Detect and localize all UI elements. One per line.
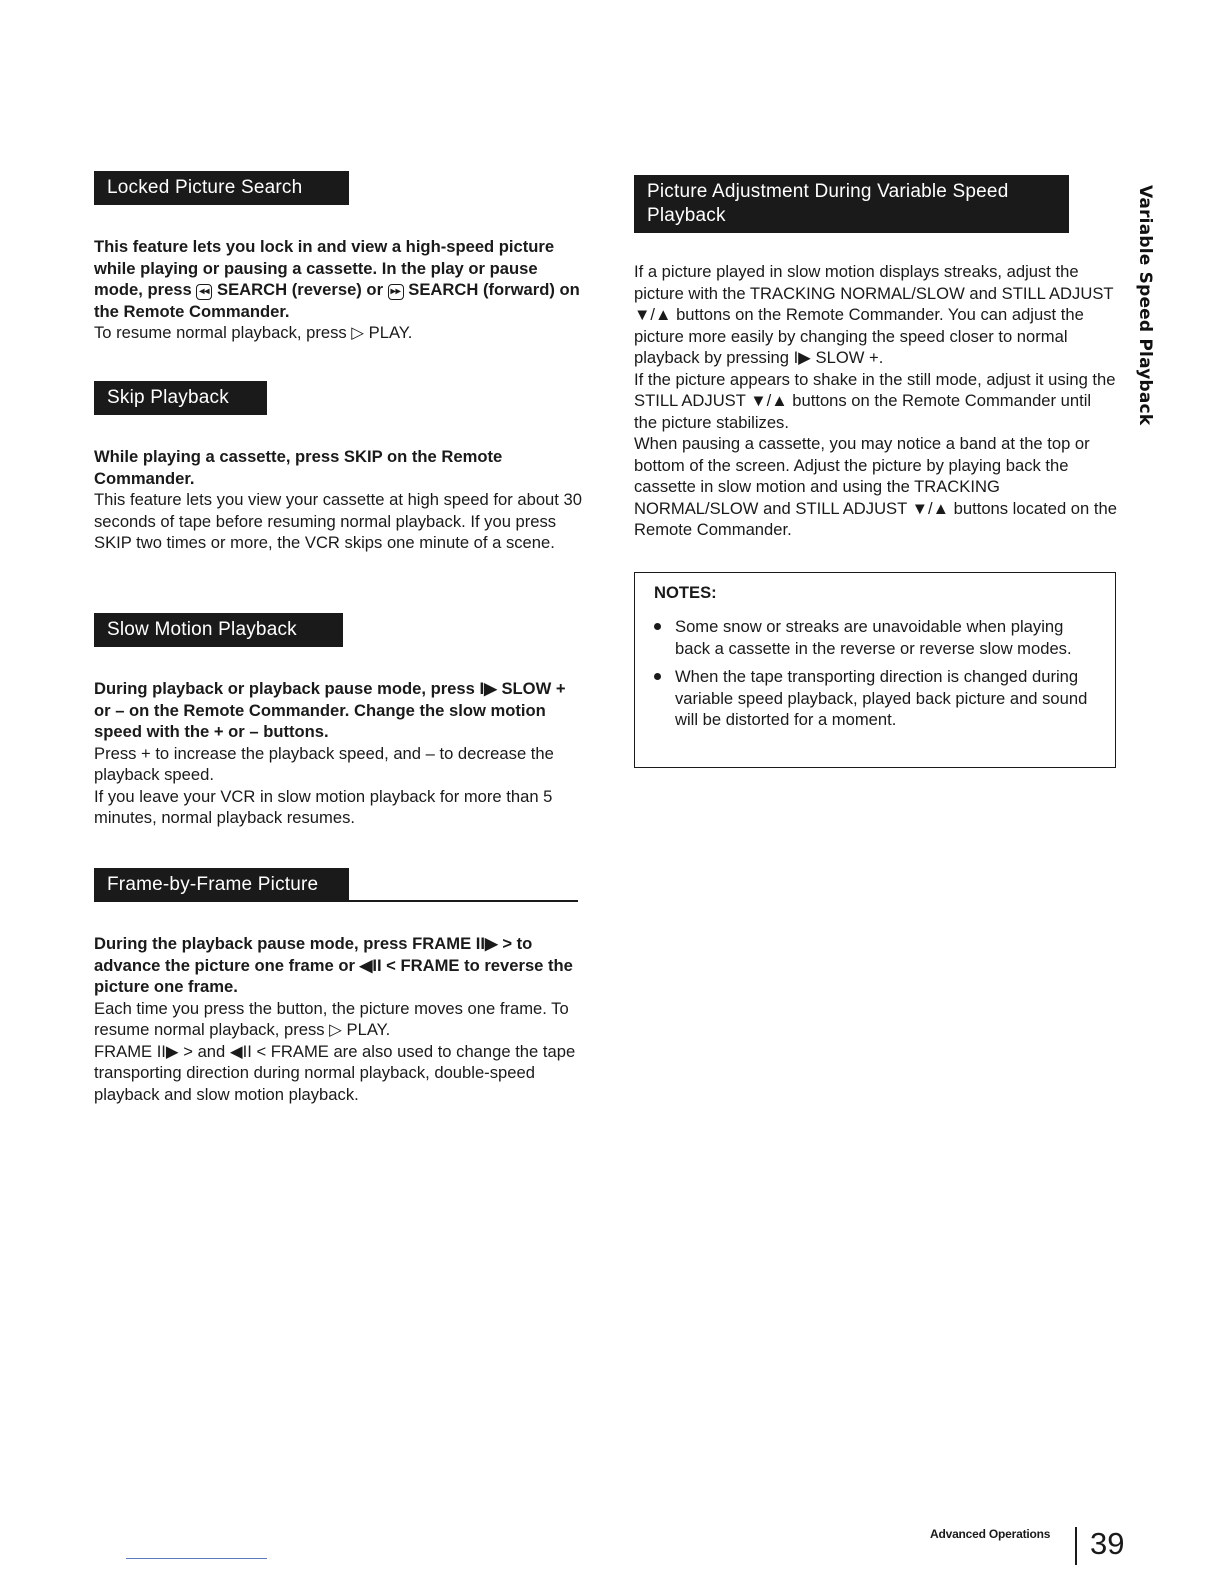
- list-item: When the tape transporting direction is changed during variable speed playback, played back picture and sound will be distorted for a moment.: [654, 666, 1097, 731]
- section-heading: Locked Picture Search: [94, 171, 349, 205]
- section-body: If a picture played in slow motion displays streaks, adjust the picture with the TRACKING NORMAL/SLOW and STILL ADJUST ▼/▲ buttons on the Remote Commander. You can adjust the picture more easily by changing the speed closer to normal playback by pressing I▶ SLOW +.: [634, 262, 1114, 367]
- section-lead: While playing a cassette, press SKIP on the Remote Commander.: [94, 447, 503, 488]
- footer-section-label: Advanced Operations: [930, 1527, 1051, 1541]
- notes-list: [654, 616, 1097, 731]
- bullet-icon: [654, 673, 661, 680]
- section-body: To resume normal playback, press ▷ PLAY.: [94, 323, 413, 342]
- section-body: This feature lets you view your cassette at high speed for about 30 seconds of tape before resuming normal playback. If you press SKIP two times or more, the VCR skips one minute of a scene.: [94, 490, 582, 552]
- bullet-icon: [654, 623, 661, 630]
- section-body: If you leave your VCR in slow motion playback for more than 5 minutes, normal playback resumes.: [94, 786, 553, 827]
- heading-with-rule: [94, 868, 578, 902]
- section-lead: This feature lets you lock in and view a high-speed picture while playing or pausing a cassette. In the play or pause mode, press ◂◂ SEARCH (reverse) or ▸▸ SEARCH (forward) on the Remote Commander.: [94, 237, 580, 321]
- section-heading: Frame-by-Frame Picture: [94, 868, 349, 902]
- section-body: Press + to increase the playback speed, and – to decrease the playback speed.: [94, 743, 554, 784]
- page-number: 39: [1090, 1526, 1125, 1561]
- notes-title: NOTES:: [654, 583, 717, 602]
- right-column: [634, 175, 1118, 539]
- fast-forward-icon: ▸▸: [388, 284, 404, 300]
- section-locked-picture-search: [94, 171, 584, 344]
- section-slow-motion-playback: [94, 613, 584, 829]
- section-body: When pausing a cassette, you may notice a band at the top or bottom of the screen. Adjust the picture by playing back the cassette in slow motion and using the TRACKING NORMAL/SLOW and STILL ADJUST ▼/▲ buttons located on the Remote Commander.: [634, 434, 1117, 539]
- chapter-tab-label: Variable Speed Playback: [1135, 185, 1155, 426]
- bottom-rule: [126, 1558, 267, 1559]
- section-heading: Slow Motion Playback: [94, 613, 343, 647]
- section-body: If the picture appears to shake in the still mode, adjust it using the STILL ADJUST ▼/▲ buttons on the Remote Commander until the picture stabilizes.: [634, 369, 1116, 432]
- section-body: FRAME II▶ > and ◀II < FRAME are also used to change the tape transporting direction during normal playback, double-speed playback and slow motion playback.: [94, 1041, 576, 1104]
- notes-box: [634, 572, 1116, 768]
- section-heading: Picture Adjustment During Variable Speed Playback: [634, 175, 1069, 233]
- rewind-icon: ◂◂: [196, 284, 212, 300]
- footer-divider: [1075, 1527, 1077, 1565]
- section-lead: During playback or playback pause mode, press I▶ SLOW + or – on the Remote Commander. Change the slow motion speed with the + or – buttons.: [94, 679, 566, 741]
- section-heading: Skip Playback: [94, 381, 267, 415]
- section-picture-adjustment: [634, 261, 1118, 541]
- section-frame-by-frame: [94, 868, 584, 1105]
- chapter-side-tab: [1129, 185, 1161, 426]
- section-lead: During the playback pause mode, press FRAME II▶ > to advance the picture one frame or ◀II < FRAME to reverse the picture one frame.: [94, 934, 573, 996]
- section-skip-playback: [94, 381, 584, 554]
- list-item: Some snow or streaks are unavoidable when playing back a cassette in the reverse or reverse slow modes.: [654, 616, 1097, 659]
- section-body: Each time you press the button, the picture moves one frame. To resume normal playback, press ▷ PLAY.: [94, 998, 569, 1039]
- heading-rule: [94, 900, 578, 902]
